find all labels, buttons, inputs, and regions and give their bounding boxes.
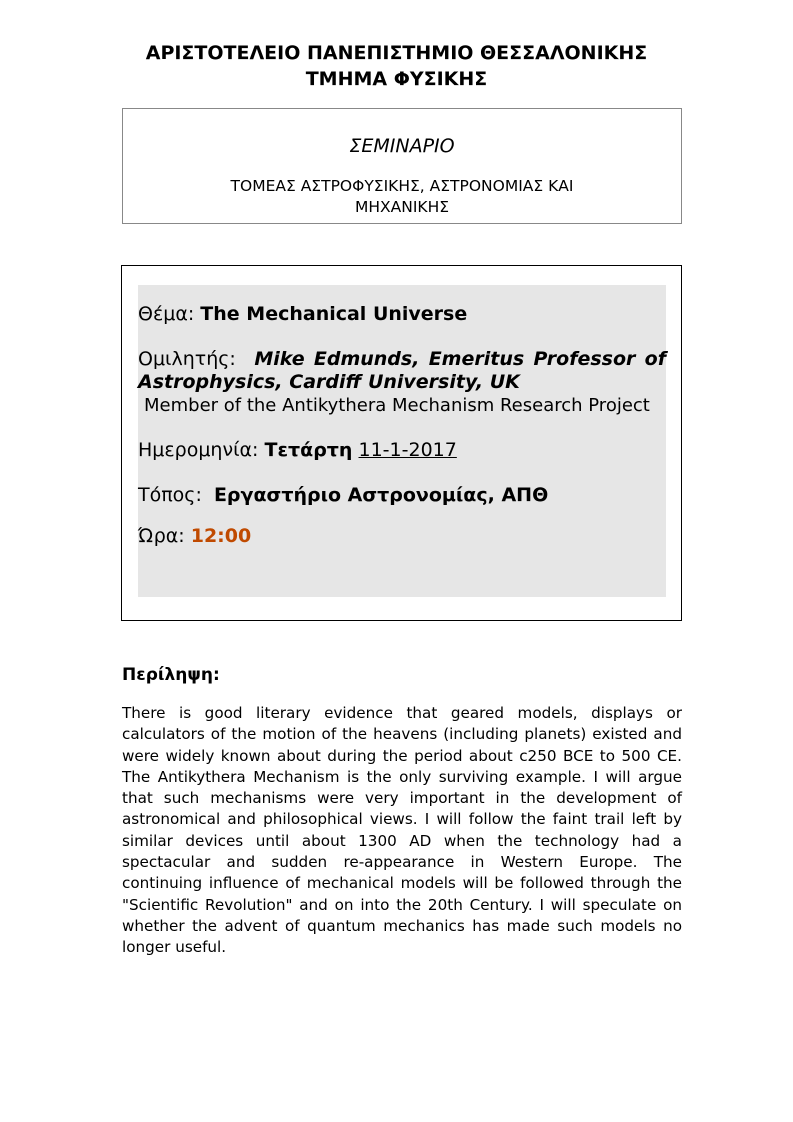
time-value: 12:00 (190, 525, 252, 547)
topic-row (138, 303, 666, 326)
place-row (138, 484, 666, 507)
speaker-affiliation: Member of the Antikythera Mechanism Research Project (144, 395, 650, 416)
speaker-label: Ομιλητής: (138, 348, 236, 370)
abstract-heading: Περίληψη: (122, 665, 220, 685)
seminar-title: ΣΕΜΙΝΑΡΙΟ (349, 135, 455, 157)
seminar-title-box (122, 108, 682, 224)
place-label: Τόπος: (138, 484, 202, 506)
date-value: 11-1-2017 (358, 439, 457, 461)
seminar-details-box (121, 265, 682, 621)
place-value: Εργαστήριο Αστρονομίας, ΑΠΘ (213, 484, 549, 506)
date-row (138, 439, 666, 462)
seminar-details-panel (138, 285, 666, 597)
department-name: ΤΜΗΜΑ ΦΥΣΙΚΗΣ (305, 68, 488, 90)
topic-label: Θέμα: (138, 303, 195, 325)
seminar-sector: ΤΟΜΕΑΣ ΑΣΤΡΟΦΥΣΙΚΗΣ, ΑΣΤΡΟΝΟΜΙΑΣ ΚΑΙ ΜΗΧΑΝΙΚΗΣ (230, 177, 574, 216)
time-row (138, 525, 666, 548)
university-name: ΑΡΙΣΤΟΤΕΛΕΙΟ ΠΑΝΕΠΙΣΤΗΜΙΟ ΘΕΣΣΑΛΟΝΙΚΗΣ (145, 42, 648, 64)
time-label: Ώρα: (138, 525, 185, 547)
date-label: Ημερομηνία: (138, 439, 259, 461)
topic-value: The Mechanical Universe (200, 303, 468, 325)
speaker-row (138, 348, 666, 394)
abstract-text: There is good literary evidence that geared models, displays or calculators of the motion of the heavens (including planets) existed and were widely known about during the period about c250 BCE to 500 CE. The Antikythera Mechanism is the only surviving example. I will argue that such mechanisms were very important in the development of astronomical and philosophical views. I will follow the faint trail left by similar devices until about 1300 AD when the technology had a spectacular and sudden re-appearance in Western Europe. The continuing influence of mechanical models will be followed through the "Scientific Revolution" and on into the 20th Century. I will speculate on whether the advent of quantum mechanics has made such models no longer useful. (122, 704, 682, 957)
date-day: Τετάρτη (264, 439, 353, 461)
speaker-value: Mike Edmunds, Emeritus Professor of Astrophysics, Cardiff University, UK (138, 348, 666, 393)
page-header (0, 40, 793, 92)
